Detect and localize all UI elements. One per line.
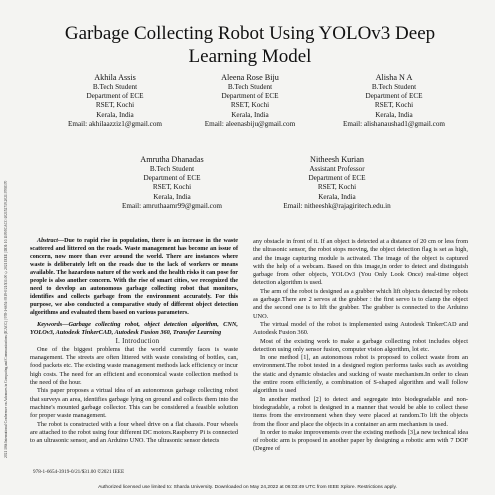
author-department: Department of ECE [143, 174, 201, 183]
author-institution: RSET, Kochi [230, 101, 270, 110]
author-role: B.Tech Student [149, 165, 195, 173]
author-name: Nitheesh Kurian [310, 155, 364, 164]
body-paragraph: The robot is constructed with a four wheel drive on a flat chassis. Four wheels are attached to the robot using four different DC motors.Raspberry Pi is connected to an ultrasonic sensor, and an Arduino UNO. The ultrasonic sensor detects [30, 420, 238, 445]
body-paragraph: One of the biggest problems that the world currently faces is waste management. The streets are often littered with waste consisting of bottles, can, food packets etc. The existing waste management methods lack efficiency or incur high costs. The need for an efficient and economical waste collection method is the need of the hour. [30, 345, 238, 387]
license-footer: Authorized licensed use limited to: Sharda University. Downloaded on May 24,2022 at 06:03:49 UTC from IEEE Xplore. Restrictions apply. [98, 485, 397, 490]
keywords: Keywords—Garbage collecting robot, object detection algorithm, CNN, YOLOv3, Autodesk TinkerCAD, Autodesk Fusion 360, Transfer Learning [30, 321, 238, 337]
author-location: Kerala, India [318, 192, 356, 201]
abstract-lead: Abstract— [37, 238, 65, 244]
author-email: Email: amruthaamr99@gmail.com [121, 201, 223, 210]
body-paragraph: The arm of the robot is designed as a grabber which lift objects detected by robots as garbage.There are 2 servos at the grabber : the first servo is to clamp the object and the second one is to lift the grabber. The grabber is connected to the Arduino UNO. [253, 287, 468, 320]
author-department: Department of ECE [86, 92, 144, 101]
body-paragraph: In order to make improvements over the existing methods [3],a new technical idea of robotic arm is proposed in another paper by designing a robotic arm with 7 DOF (Degree of [253, 428, 468, 453]
body-paragraph: Most of the existing work to make a garbage collecting robot includes object detection using only sensor fusion, computer vision algorithm, lot etc. [253, 337, 468, 353]
author-email: Email: akhilaazziz1@gmail.com [67, 119, 163, 128]
author-institution: RSET, Kochi [317, 183, 357, 192]
paper-title: Garbage Collecting Robot Using YOLOv3 Deep Learning Model [64, 23, 436, 67]
author-name: Amrutha Dhanadas [140, 155, 204, 164]
body-paragraph: In another method [2] to detect and segregate into biodegradable and non-biodegradable, a robot is designed in a manner that would be able to collect these items from the environment when they were placed at random.To lift the objects from the floor and place the objects in a container an arm mechanism is used. [253, 395, 468, 428]
abstract-body: Due to rapid rise in population, there is an increase in the waste scattered and littered on the roads. Waste management has become an issue of concern, now more than ever around the world. There are instances where waste is deliberately left on the roads due to the lack of workers or means available. The hazardous nature of the work and the health risks it can pose for people is also another concern. With the rise of smart cities, we recognized the need to develop an autonomous garbage collecting robot that monitors, identifies and collects garbage from the environment accurately. For this purpose, we also conducted a comparative study of different object detection algorithms and evaluated them based on various parameters. [30, 238, 238, 316]
section-heading-introduction: I. Introduction [115, 337, 160, 345]
abstract [30, 237, 238, 317]
author-email: Email: aleenasbiju@gmail.com [204, 119, 296, 128]
author-block [175, 73, 325, 129]
author-block [97, 155, 247, 211]
conference-side-note: 2021 10th International Conference on Advances in Computing and Communications (ICACC) | 978-1-6654-3919-0/21/$31.00 ©2021 IEEE | DOI: 10.1109/ICACC-202152719.2021.9708370 [4, 180, 8, 458]
author-name: Aleena Rose Biju [221, 73, 279, 82]
author-role: Assistant Professor [309, 165, 365, 173]
author-institution: RSET, Kochi [95, 101, 135, 110]
body-paragraph: any obstacle in front of it. If an object is detected at a distance of 20 cm or less from the ultrasonic sensor, the robot stops moving, the object detection flag is set as high, and the image capturing module is activated. The image of the object is captured with the help of a webcam. Based on this image,in order to detect and distinguish garbage from other objects, YOLOv3 (You Only Look Once) real-time object detection algorithm is used. [253, 238, 468, 287]
body-paragraph: The virtual model of the robot is implemented using Autodesk TinkerCAD and Autodesk Fusion 360. [253, 320, 468, 337]
author-role: B.Tech Student [227, 83, 273, 91]
author-location: Kerala, India [375, 110, 413, 119]
body-paragraph: In one method [1], an autonomous robot is proposed to collect waste from an environment.The robot tested in a designed region performs tasks such as avoiding the static and dynamic obstacles and sucking of waste mechanism.In order to clean the entire room efficiently, a combination of S-shaped algorithm and wall follow algorithm is used [253, 354, 468, 395]
author-department: Department of ECE [308, 174, 366, 183]
author-block [262, 155, 412, 211]
author-institution: RSET, Kochi [152, 183, 192, 192]
right-column [253, 238, 468, 454]
author-name: Akhila Assis [94, 73, 136, 82]
author-department: Department of ECE [365, 92, 423, 101]
author-institution: RSET, Kochi [374, 101, 414, 110]
isbn-line: 978-1-6654-3919-0/21/$31.00 ©2021 IEEE [33, 469, 125, 475]
author-location: Kerala, India [153, 192, 191, 201]
author-name: Alisha N A [375, 73, 413, 82]
author-block [40, 73, 190, 129]
body-paragraph: This paper proposes a virtual idea of an autonomous garbage collecting robot that surveys an area, identifies garbage lying on ground and collects them into the machine's mounted garbage collector. This can be considered a feasible solution for proper waste management. [30, 387, 238, 420]
author-role: B.Tech Student [371, 83, 417, 91]
author-block [319, 73, 469, 129]
left-column [30, 237, 238, 445]
author-email: Email: alishanaushad1@gmail.com [342, 119, 446, 128]
author-location: Kerala, India [231, 110, 269, 119]
author-location: Kerala, India [96, 110, 134, 119]
author-email: Email: nitheeshk@rajagiritech.edu.in [283, 201, 391, 210]
author-role: B.Tech Student [92, 83, 138, 91]
author-department: Department of ECE [221, 92, 279, 101]
